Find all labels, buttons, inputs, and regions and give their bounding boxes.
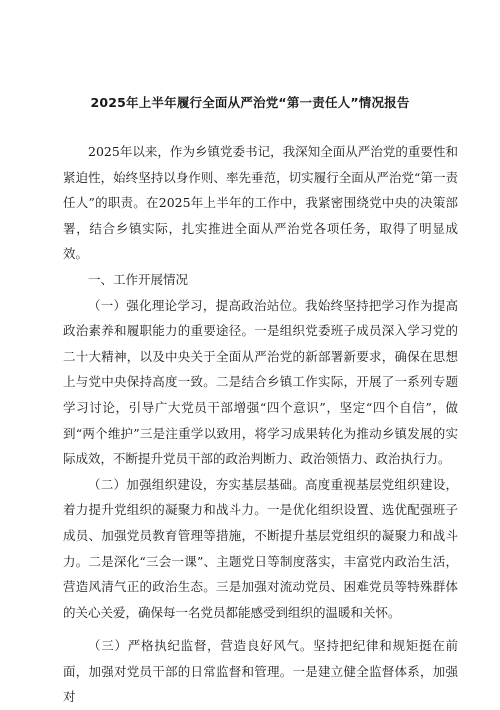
- document-body: [63, 139, 458, 710]
- section-heading: 一、工作开展情况: [88, 271, 189, 287]
- paragraph-discipline-supervision: （三）严格执纪监督，营造良好风气。坚持把纪律和规矩挺在前面，加强对党员干部的日常监督和管理。一是建立健全监督体系，加强对: [63, 638, 458, 705]
- document-title: 2025年上半年履行全面从严治党“第一责任人”情况报告: [90, 95, 410, 110]
- intro-paragraph: 2025年以来，作为乡镇党委书记，我深知全面从严治党的重要性和紧迫性，始终坚持以身作则、率先垂范，切实履行全面从严治党“第一责任人”的职责。在2025年上半年的工作中，我紧密围绕党中央的决策部署，结合乡镇实际，扎实推进全面从严治党各项任务，取得了明显成效。: [63, 144, 458, 262]
- paragraph-theory-study: （一）强化理论学习，提高政治站位。我始终坚持把学习作为提高政治素养和履职能力的重要途径。一是组织党委班子成员深入学习党的二十大精神，以及中央关于全面从严治党的新部署新要求，确保在思想上与党中央保持高度一致。二是结合乡镇工作实际，开展了一系列专题学习讨论，引导广大党员干部增强“四个意识”，坚定“四个自信”，做到“两个维护”三是注重学以致用，将学习成果转化为推动乡镇发展的实际成效，不断提升党员干部的政治判断力、政治领悟力、政治执行力。: [63, 297, 458, 467]
- paragraph-organization-building: （二）加强组织建设，夯实基层基础。高度重视基层党组织建设，着力提升党组织的凝聚力和战斗力。一是优化组织设置、选优配强班子成员、加强党员教育管理等措施，不断提升基层党组织的凝聚力和战斗力。二是深化“三会一课”、主题党日等制度落实，丰富党内政治生活，营造风清气正的政治生态。三是加强对流动党员、困难党员等特殊群体的关心关爱，确保每一名党员都能感受到组织的温暖和关怀。: [63, 476, 458, 620]
